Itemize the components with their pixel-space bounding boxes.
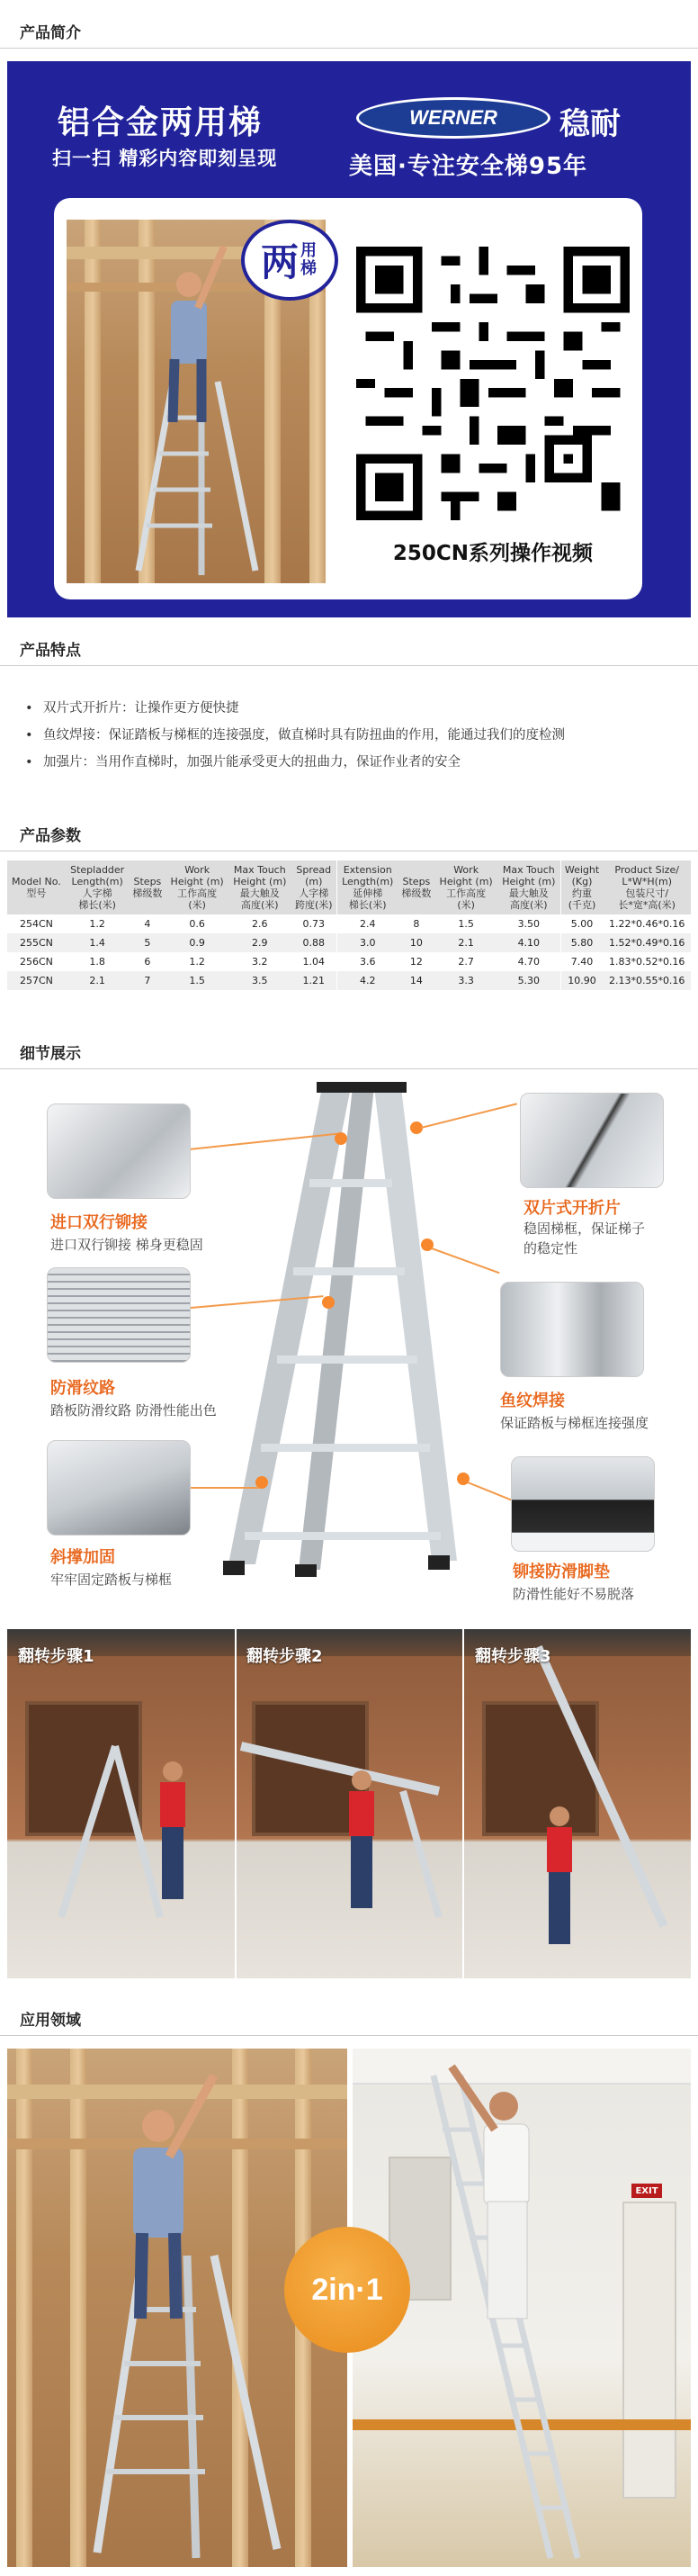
spec-header-cell xyxy=(603,860,691,914)
spec-cell: 2.6 xyxy=(228,914,291,933)
feature-item: • 双片式开折片：让操作更方便快捷 xyxy=(23,695,565,722)
spec-header-cell xyxy=(291,860,337,914)
intro-banner xyxy=(7,61,691,617)
detail-text: 防滑性能好不易脱落 xyxy=(513,1586,635,1602)
spec-header-line: 梯级数 xyxy=(401,887,432,899)
spec-cell: 12 xyxy=(398,952,435,971)
spec-header-line: Max Touch xyxy=(233,864,286,876)
spec-cell: 7 xyxy=(130,971,166,990)
spec-cell: 4.2 xyxy=(336,971,398,990)
detail-image-weld xyxy=(500,1282,644,1377)
spec-header-line: 约重 xyxy=(572,887,593,899)
spec-header-line: Steps xyxy=(133,876,162,887)
spec-header-cell xyxy=(336,860,398,914)
spec-row xyxy=(7,933,691,952)
step-label-2: 翻转步骤2 xyxy=(246,1647,323,1666)
exit-sign: EXIT xyxy=(631,2184,662,2198)
section-title-applications: 应用领域 xyxy=(0,2000,698,2036)
spec-header-line: Length(m) xyxy=(71,876,123,887)
spec-header-line: 包装尺寸/ xyxy=(625,887,669,899)
spec-header-line: (千克) xyxy=(568,899,596,911)
spec-cell: 3.5 xyxy=(228,971,291,990)
detail-text: 稳固梯框，保证梯子 的稳定性 xyxy=(524,1220,646,1256)
spec-header-line: Weight xyxy=(564,864,600,876)
spec-cell: 10.90 xyxy=(560,971,603,990)
detail-image-rivet xyxy=(47,1103,191,1199)
spec-cell: 2.4 xyxy=(336,914,398,933)
spec-cell: 3.0 xyxy=(336,933,398,952)
detail-text: 踏板防滑纹路 防滑性能出色 xyxy=(50,1402,217,1419)
spec-cell: 2.9 xyxy=(228,933,291,952)
spec-row xyxy=(7,952,691,971)
spec-header-line: Length(m) xyxy=(342,876,394,887)
spec-cell: 4 xyxy=(130,914,166,933)
brand-cn: 稳耐 xyxy=(559,108,621,141)
spec-header-line: 人字梯 xyxy=(82,887,112,899)
flip-steps-figures xyxy=(7,1629,691,1978)
spec-row xyxy=(7,914,691,933)
spec-cell: 4.70 xyxy=(497,952,560,971)
spec-header-cell xyxy=(228,860,291,914)
spec-header-row xyxy=(7,860,691,914)
spec-header-line: 梯级数 xyxy=(132,887,163,899)
section-title-intro: 产品简介 xyxy=(0,13,698,49)
spec-header-line: Steps xyxy=(402,876,431,887)
spec-cell: 0.6 xyxy=(166,914,228,933)
spec-cell: 0.9 xyxy=(166,933,228,952)
spec-header-line: Model No. xyxy=(12,876,61,887)
spec-cell: 4.10 xyxy=(497,933,560,952)
spec-row xyxy=(7,971,691,990)
spec-cell: 5 xyxy=(130,933,166,952)
banner-slogan: 美国·专注安全梯95年 xyxy=(349,153,588,180)
spec-cell: 10 xyxy=(398,933,435,952)
spec-cell: 254CN xyxy=(7,914,66,933)
spec-header-cell xyxy=(66,860,130,914)
detail-title: 防滑纹路 xyxy=(50,1379,115,1398)
spec-cell: 3.2 xyxy=(228,952,291,971)
spec-header-line: Extension xyxy=(343,864,392,876)
detail-text: 牢牢固定踏板与梯框 xyxy=(50,1572,173,1588)
spec-header-line: Height (m) xyxy=(170,876,224,887)
spec-cell: 14 xyxy=(398,971,435,990)
spec-cell: 3.50 xyxy=(497,914,560,933)
spec-header-line: L*W*H(m) xyxy=(622,876,672,887)
feature-list xyxy=(23,695,565,776)
spec-cell: 1.83*0.52*0.16 xyxy=(603,952,691,971)
spec-header-line: 人字梯 xyxy=(299,887,329,899)
detail-title: 进口双行铆接 xyxy=(50,1213,148,1232)
spec-header-cell xyxy=(560,860,603,914)
spec-cell: 1.2 xyxy=(166,952,228,971)
spec-cell: 3.6 xyxy=(336,952,398,971)
werner-logo xyxy=(356,97,550,139)
spec-header-line: Stepladder xyxy=(70,864,125,876)
spec-header-line: Height (m) xyxy=(502,876,556,887)
spec-header-line: 工作高度 xyxy=(446,887,487,899)
spec-header-line: Height (m) xyxy=(439,876,493,887)
spec-cell: 257CN xyxy=(7,971,66,990)
step-label-1: 翻转步骤1 xyxy=(18,1647,94,1666)
banner-title: 铝合金两用梯 xyxy=(58,104,264,141)
spec-header-line: 高度(米) xyxy=(241,899,279,911)
section-title-params: 产品参数 xyxy=(0,815,698,851)
detail-title: 铆接防滑脚垫 xyxy=(513,1563,610,1581)
spec-header-line: (m) xyxy=(305,876,323,887)
badge-small-text: 用梯 xyxy=(300,241,317,278)
detail-image-hinge xyxy=(520,1093,664,1188)
spec-cell: 2.1 xyxy=(66,971,130,990)
spec-cell: 7.40 xyxy=(560,952,603,971)
spec-cell: 5.80 xyxy=(560,933,603,952)
feature-item: • 鱼纹焊接：保证踏板与梯框的连接强度，做直梯时具有防扭曲的作用，能通过我们的度检测 xyxy=(23,722,565,749)
spec-header-line: 跨度(米) xyxy=(294,899,333,911)
spec-header-line: (Kg) xyxy=(571,876,593,887)
banner-subtitle: 扫一扫 精彩内容即刻呈现 xyxy=(52,148,278,169)
spec-cell: 2.1 xyxy=(434,933,497,952)
feature-item: • 加强片：当用作直梯时，加强片能承受更大的扭曲力，保证作业者的安全 xyxy=(23,749,565,776)
spec-header-line: 高度(米) xyxy=(510,899,548,911)
spec-cell: 255CN xyxy=(7,933,66,952)
detail-image-antislip xyxy=(47,1267,191,1363)
qr-caption: 250CN系列操作视频 xyxy=(392,542,594,565)
spec-header-cell xyxy=(497,860,560,914)
section-title-features: 产品特点 xyxy=(0,630,698,666)
spec-header-cell xyxy=(166,860,228,914)
spec-header-line: Spread xyxy=(296,864,332,876)
flip-steps-photo xyxy=(7,1629,691,1978)
spec-header-cell xyxy=(7,860,66,914)
qr-code[interactable] xyxy=(356,247,630,520)
spec-cell: 1.5 xyxy=(166,971,228,990)
spec-header-line: Work xyxy=(184,864,210,876)
spec-header-cell xyxy=(398,860,435,914)
spec-header-line: Work xyxy=(453,864,479,876)
spec-header-cell xyxy=(130,860,166,914)
detail-image-footpad xyxy=(511,1456,655,1552)
spec-cell: 1.52*0.49*0.16 xyxy=(603,933,691,952)
spec-cell: 256CN xyxy=(7,952,66,971)
spec-header-line: Product Size/ xyxy=(614,864,679,876)
spec-cell: 2.13*0.55*0.16 xyxy=(603,971,691,990)
spec-header-line: 梯长(米) xyxy=(348,899,387,911)
spec-header-line: 工作高度 xyxy=(177,887,218,899)
spec-cell: 1.22*0.46*0.16 xyxy=(603,914,691,933)
spec-body xyxy=(7,914,691,990)
spec-cell: 1.4 xyxy=(66,933,130,952)
detail-image-brace xyxy=(47,1440,191,1536)
section-title-details: 细节展示 xyxy=(0,1033,698,1069)
spec-header-line: 梯长(米) xyxy=(78,899,116,911)
spec-cell: 0.88 xyxy=(291,933,337,952)
spec-header-line: Height (m) xyxy=(233,876,287,887)
spec-header-cell xyxy=(434,860,497,914)
spec-cell: 1.5 xyxy=(434,914,497,933)
connector-line xyxy=(185,1487,259,1489)
spec-header-line: 长*宽*高(米) xyxy=(618,899,676,911)
spec-cell: 6 xyxy=(130,952,166,971)
connector-dot xyxy=(335,1132,347,1145)
spec-cell: 5.00 xyxy=(560,914,603,933)
detail-text: 保证踏板与梯框连接强度 xyxy=(500,1415,649,1431)
spec-cell: 5.30 xyxy=(497,971,560,990)
spec-header-line: 最大触及 xyxy=(508,887,549,899)
spec-header-line: 最大触及 xyxy=(239,887,280,899)
spec-cell: 0.73 xyxy=(291,914,337,933)
spec-cell: 8 xyxy=(398,914,435,933)
spec-cell: 1.21 xyxy=(291,971,337,990)
detail-text: 进口双行铆接 梯身更稳固 xyxy=(50,1237,203,1253)
spec-cell: 3.3 xyxy=(434,971,497,990)
connector-dot xyxy=(322,1296,335,1309)
spec-cell: 1.2 xyxy=(66,914,130,933)
spec-cell: 1.04 xyxy=(291,952,337,971)
detail-title: 双片式开折片 xyxy=(524,1199,621,1218)
detail-title: 鱼纹焊接 xyxy=(500,1392,565,1410)
step-label-3: 翻转步骤3 xyxy=(475,1647,551,1666)
spec-header-line: 型号 xyxy=(26,887,47,899)
spec-cell: 1.8 xyxy=(66,952,130,971)
ladder-product-image xyxy=(216,1078,486,1581)
spec-cell: 2.7 xyxy=(434,952,497,971)
spec-header-line: 延伸梯 xyxy=(353,887,383,899)
two-in-one-badge: 2in·1 xyxy=(284,2227,410,2353)
badge-big-char: 两 xyxy=(260,240,299,284)
spec-header-line: (米) xyxy=(188,899,206,911)
spec-table xyxy=(7,860,691,990)
spec-header-line: (米) xyxy=(457,899,475,911)
detail-title: 斜撑加固 xyxy=(50,1548,115,1567)
dual-use-badge xyxy=(241,220,338,301)
spec-header-line: Max Touch xyxy=(502,864,555,876)
brand-en: WERNER xyxy=(409,106,497,129)
